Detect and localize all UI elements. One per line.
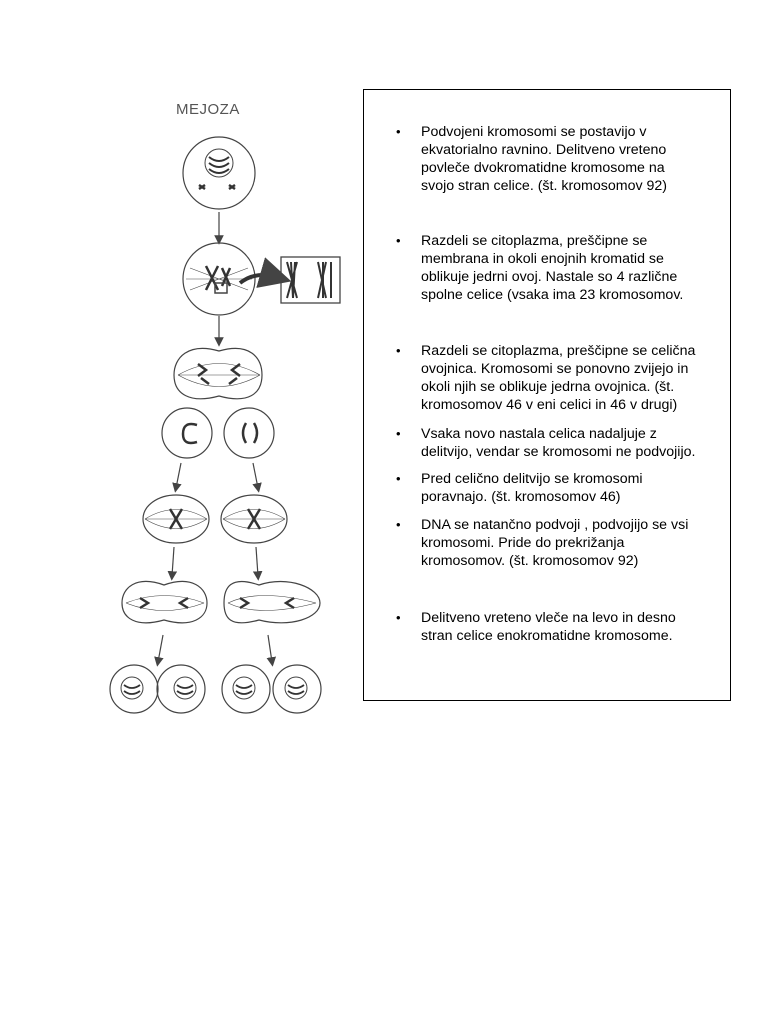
- cell-anaphase-1: [174, 348, 262, 398]
- bullet: •: [396, 426, 401, 441]
- statement-text: DNA se natančno podvoji , podvojijo se vsi kromosomi. Pride do prekrižanja kromosomov. (št. kromosomov 92): [421, 517, 689, 569]
- statement-text: Razdeli se citoplazma, preščipne se membrana in okoli enojnih kromatid se oblikuje jedrni ovoj. Nastale so 4 različne spolne celice (vsaka ima 23 kromosomov.: [421, 233, 684, 303]
- daughter-cells: [110, 665, 321, 713]
- meiosis-diagram: [100, 120, 360, 730]
- bullet: •: [396, 124, 401, 139]
- statement-text: Podvojeni kromosomi se postavijo v ekvatorialno ravnino. Delitveno vreteno povleče dvokromatidne kromosome na svojo stran celice. (št. kromosomov 92): [421, 124, 667, 194]
- statement-item: [396, 123, 696, 195]
- bullet: •: [396, 471, 401, 486]
- cell-prophase-crossover: [183, 243, 340, 315]
- diagram-title: MEJOZA: [176, 101, 240, 118]
- statement-item: [396, 232, 696, 304]
- cells-anaphase-2: [122, 581, 320, 622]
- statement-text: Pred celično delitvijo se kromosomi poravnajo. (št. kromosomov 46): [421, 471, 643, 505]
- statement-item: [396, 425, 696, 461]
- statement-item: [396, 342, 696, 414]
- bullet: •: [396, 343, 401, 358]
- bullet: •: [396, 233, 401, 248]
- cells-telophase-1: [162, 408, 274, 458]
- statement-item: [396, 516, 696, 570]
- statement-item: [396, 609, 696, 645]
- statement-text: Delitveno vreteno vleče na levo in desno stran celice enokromatidne kromosome.: [421, 610, 676, 644]
- bullet: •: [396, 610, 401, 625]
- statements-box: [363, 89, 731, 701]
- cell-interphase: [183, 137, 255, 209]
- bullet: •: [396, 517, 401, 532]
- statement-item: [396, 470, 696, 506]
- cells-metaphase-2: [143, 495, 287, 543]
- statement-text: Razdeli se citoplazma, preščipne se celična ovojnica. Kromosomi se ponovno zvijejo in okoli njih se oblikuje jedrna ovojnica. (št. kromosomov 46 v eni celici in 46 v drugi): [421, 343, 696, 413]
- statement-text: Vsaka novo nastala celica nadaljuje z delitvijo, vendar se kromosomi ne podvojijo.: [421, 426, 696, 460]
